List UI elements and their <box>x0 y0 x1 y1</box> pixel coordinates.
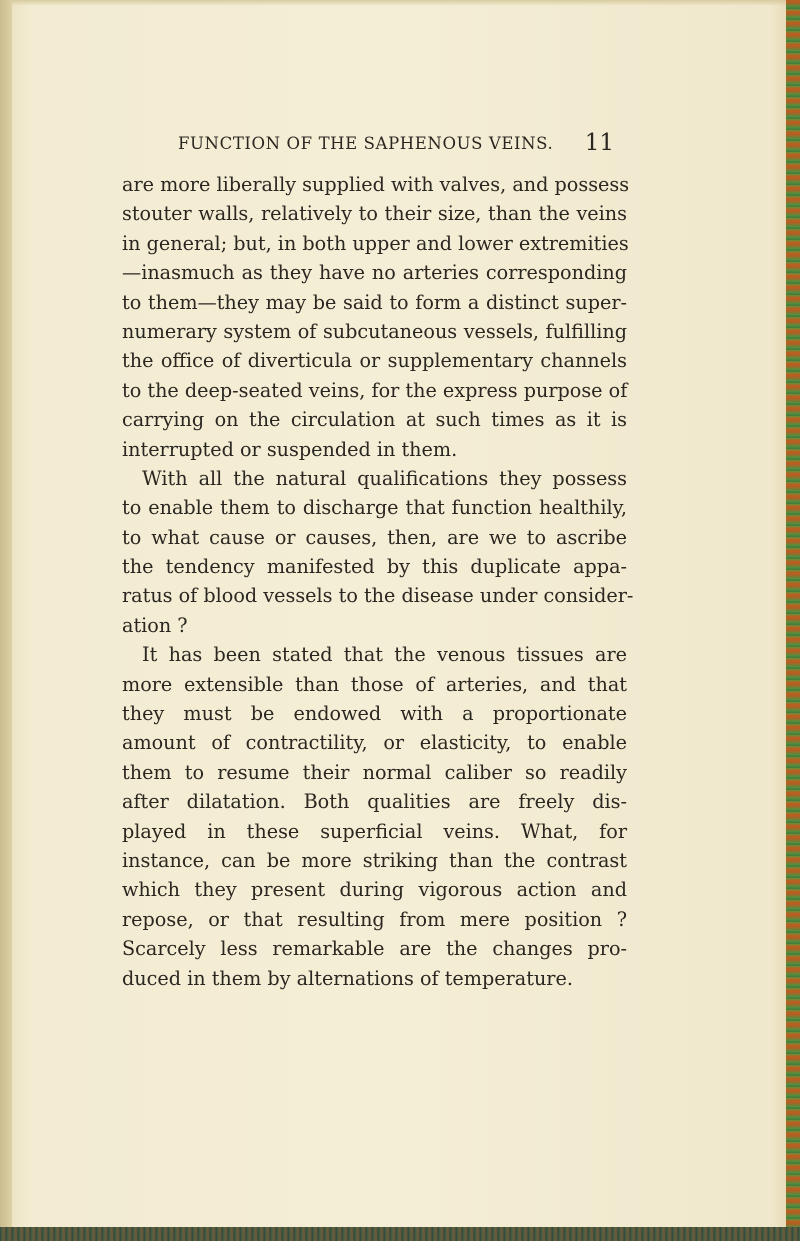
text-line: stouter walls, relatively to their size, than the veins <box>122 202 627 226</box>
text-line: them to resume their normal caliber so readily <box>122 760 627 784</box>
text-line: carrying on the circulation at such times as it is <box>122 408 627 432</box>
page-top-edge <box>0 0 800 6</box>
text-line: the office of diverticula or supplementary channels <box>122 349 627 373</box>
text-line: are more liberally supplied with valves, and possess <box>122 173 630 196</box>
text-line: —inasmuch as they have no arteries corresponding <box>122 261 627 285</box>
text-line: Scarcely less remarkable are the changes pro- <box>122 937 627 961</box>
text-line: to them—they may be said to form a distinct super- <box>122 290 627 314</box>
text-line: in general; but, in both upper and lower extremities <box>122 231 629 255</box>
text-line: to the deep-seated veins, for the express purpose of <box>122 378 628 402</box>
text-line: to what cause or causes, then, are we to ascribe <box>122 525 627 549</box>
text-line: duced in them by alternations of temperature. <box>122 966 573 990</box>
body-text <box>122 170 634 993</box>
marbled-binding-edge <box>786 0 800 1241</box>
text-line: after dilatation. Both qualities are freely dis- <box>122 790 627 814</box>
text-line: It has been stated that the venous tissues are <box>142 643 627 667</box>
text-line: ation ? <box>122 613 188 637</box>
text-line: With all the natural qualifications they possess <box>142 466 627 490</box>
text-line: instance, can be more striking than the contrast <box>122 848 627 872</box>
bottom-binding-edge <box>0 1227 800 1241</box>
text-line: played in these superficial veins. What, for <box>122 819 627 843</box>
text-line: to enable them to discharge that function healthily, <box>122 496 627 520</box>
text-line: they must be endowed with a proportionate <box>122 702 627 726</box>
running-head: FUNCTION OF THE SAPHENOUS VEINS. <box>178 134 554 153</box>
text-line: which they present during vigorous action and <box>122 878 627 902</box>
text-line: amount of contractility, or elasticity, to enable <box>122 731 627 755</box>
left-page-edge <box>0 0 12 1241</box>
text-line: numerary system of subcutaneous vessels, fulfilling <box>122 319 627 343</box>
text-line: repose, or that resulting from mere position ? <box>122 907 627 931</box>
text-line: ratus of blood vessels to the disease under consider- <box>122 584 634 608</box>
text-line: more extensible than those of arteries, and that <box>122 672 627 696</box>
text-line: the tendency manifested by this duplicate appa- <box>122 555 627 579</box>
text-line: interrupted or suspended in them. <box>122 437 458 461</box>
page-header <box>178 130 618 160</box>
page-number: 11 <box>584 130 614 156</box>
